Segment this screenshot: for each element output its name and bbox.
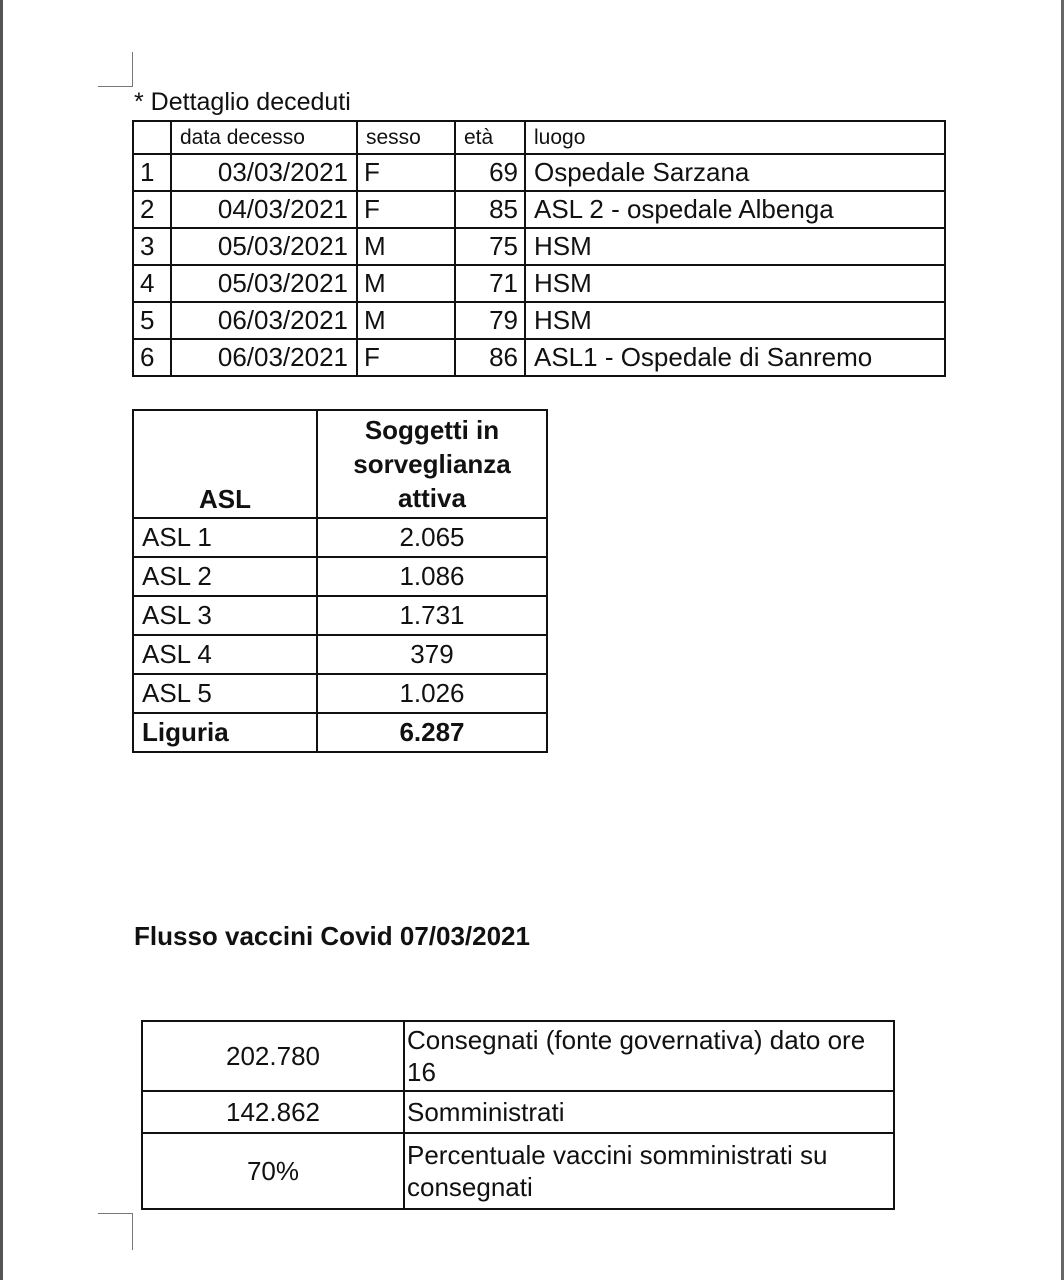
page-left-border: [0, 0, 3, 1280]
cell-place: Ospedale Sarzana: [525, 154, 945, 191]
table-row: [142, 1021, 894, 1091]
header-place: luogo: [525, 121, 945, 154]
table-row: [133, 635, 547, 674]
table-row: [133, 557, 547, 596]
cell-index: 2: [133, 191, 171, 228]
cell-number: 202.780: [142, 1021, 404, 1091]
cell-date: 04/03/2021: [171, 191, 357, 228]
cell-age: 71: [455, 265, 525, 302]
cell-asl: ASL 4: [133, 635, 317, 674]
cell-sex: M: [357, 228, 455, 265]
table-row: [133, 191, 945, 228]
cell-sex: M: [357, 265, 455, 302]
cell-number: 142.862: [142, 1091, 404, 1133]
cell-subjects: 1.086: [317, 557, 547, 596]
cell-sex: F: [357, 339, 455, 376]
deaths-table: [132, 120, 946, 377]
cell-sex: M: [357, 302, 455, 339]
header-subjects: Soggetti in sorveglianza attiva: [317, 410, 547, 518]
cell-asl: ASL 3: [133, 596, 317, 635]
cell-asl: ASL 5: [133, 674, 317, 713]
surveillance-table: [132, 409, 548, 753]
header-date: data decesso: [171, 121, 357, 154]
cell-number: 70%: [142, 1133, 404, 1209]
cell-index: 6: [133, 339, 171, 376]
cell-description: Somministrati: [404, 1091, 894, 1133]
table-row: [142, 1133, 894, 1209]
cell-subjects: 379: [317, 635, 547, 674]
cell-index: 4: [133, 265, 171, 302]
cell-place: HSM: [525, 265, 945, 302]
cell-index: 1: [133, 154, 171, 191]
cell-subjects: 2.065: [317, 518, 547, 557]
table-row: [133, 339, 945, 376]
cell-sex: F: [357, 191, 455, 228]
table-row: [133, 154, 945, 191]
vaccine-flow-title: Flusso vaccini Covid 07/03/2021: [134, 921, 530, 951]
table-row: [133, 518, 547, 557]
cell-index: 3: [133, 228, 171, 265]
header-asl: ASL: [133, 410, 317, 518]
table-row: [133, 265, 945, 302]
cell-asl: ASL 1: [133, 518, 317, 557]
table-row: [133, 228, 945, 265]
table-row: [133, 674, 547, 713]
header-index: [133, 121, 171, 154]
cell-age: 79: [455, 302, 525, 339]
cell-place: HSM: [525, 228, 945, 265]
table-total-row: [133, 713, 547, 752]
table-row: [142, 1091, 894, 1133]
cell-date: 06/03/2021: [171, 339, 357, 376]
cell-description: Percentuale vaccini somministrati su consegnati: [404, 1133, 894, 1209]
cell-age: 75: [455, 228, 525, 265]
cell-date: 03/03/2021: [171, 154, 357, 191]
bottom-margin-corner-mark: [98, 1213, 133, 1250]
cell-subjects: 1.026: [317, 674, 547, 713]
top-margin-corner-mark: [98, 52, 133, 87]
deaths-detail-title: * Dettaglio deceduti: [134, 88, 351, 116]
cell-sex: F: [357, 154, 455, 191]
cell-subjects: 1.731: [317, 596, 547, 635]
cell-place: ASL1 - Ospedale di Sanremo: [525, 339, 945, 376]
cell-age: 85: [455, 191, 525, 228]
table-header-row: [133, 410, 547, 518]
cell-date: 05/03/2021: [171, 228, 357, 265]
cell-age: 69: [455, 154, 525, 191]
cell-date: 05/03/2021: [171, 265, 357, 302]
cell-index: 5: [133, 302, 171, 339]
cell-date: 06/03/2021: [171, 302, 357, 339]
vaccine-table: [141, 1020, 895, 1210]
cell-total-value: 6.287: [317, 713, 547, 752]
cell-asl: ASL 2: [133, 557, 317, 596]
cell-place: ASL 2 - ospedale Albenga: [525, 191, 945, 228]
table-row: [133, 596, 547, 635]
cell-description: Consegnati (fonte governativa) dato ore 16: [404, 1021, 894, 1091]
table-header-row: [133, 121, 945, 154]
cell-place: HSM: [525, 302, 945, 339]
table-row: [133, 302, 945, 339]
cell-age: 86: [455, 339, 525, 376]
header-sex: sesso: [357, 121, 455, 154]
header-age: età: [455, 121, 525, 154]
cell-total-label: Liguria: [133, 713, 317, 752]
